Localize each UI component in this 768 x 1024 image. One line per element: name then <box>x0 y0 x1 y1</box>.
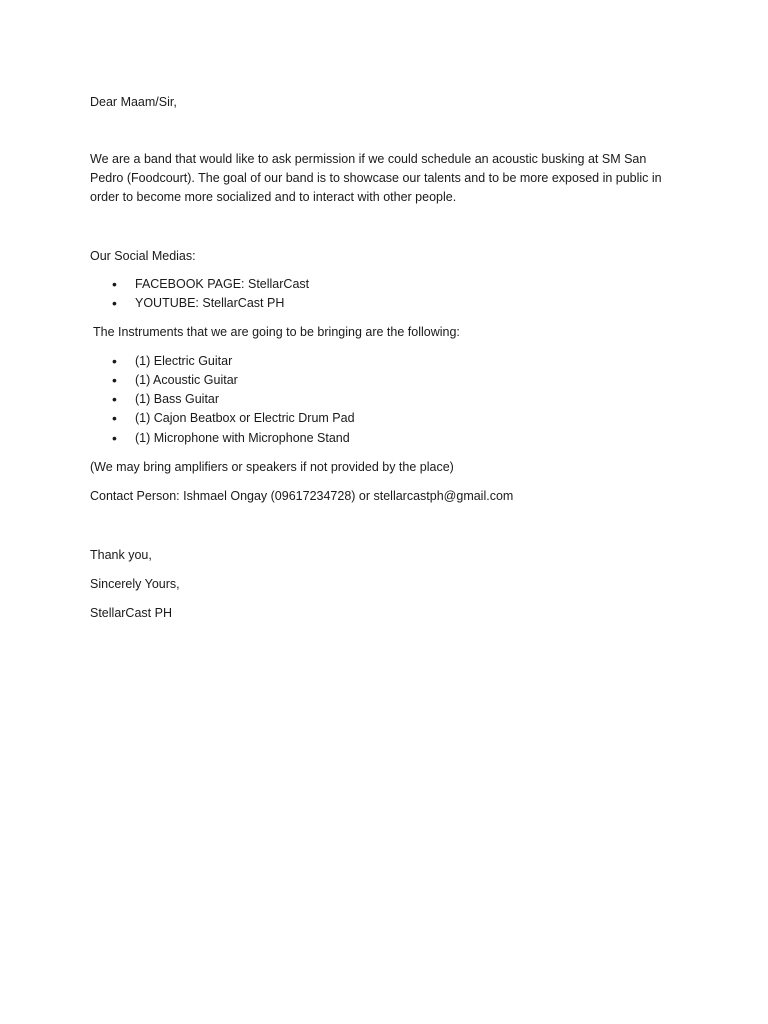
socials-heading: Our Social Medias: <box>90 249 196 263</box>
body-line: We are a band that would like to ask permission if we could schedule an acoustic busking at SM San <box>90 152 647 166</box>
closing: Sincerely Yours, <box>90 577 180 592</box>
body-line: order to become more socialized and to interact with other people. <box>90 190 457 204</box>
body-paragraph <box>90 150 680 207</box>
instruments-heading: The Instruments that we are going to be bringing are the following: <box>93 324 460 339</box>
body-line: Pedro (Foodcourt). The goal of our band is to showcase our talents and to be more exposed in public in <box>90 171 662 185</box>
list-item: • YOUTUBE: StellarCast PH <box>90 294 680 313</box>
list-item: • (1) Acoustic Guitar <box>90 371 680 390</box>
contact-info: Contact Person: Ishmael Ongay (09617234728) or stellarcastph@gmail.com <box>90 489 514 504</box>
list-item: • (1) Electric Guitar <box>90 352 680 371</box>
salutation: Dear Maam/Sir, <box>90 95 177 109</box>
socials-list <box>90 275 680 314</box>
note: (We may bring amplifiers or speakers if not provided by the place) <box>90 460 454 475</box>
list-item: • (1) Cajon Beatbox or Electric Drum Pad <box>90 409 680 428</box>
letter <box>90 93 680 623</box>
signature: StellarCast PH <box>90 606 172 621</box>
instruments-list <box>90 352 680 448</box>
list-item: • (1) Microphone with Microphone Stand <box>90 429 680 448</box>
list-item: • (1) Bass Guitar <box>90 390 680 409</box>
thanks: Thank you, <box>90 548 152 563</box>
list-item: • FACEBOOK PAGE: StellarCast <box>90 275 680 294</box>
